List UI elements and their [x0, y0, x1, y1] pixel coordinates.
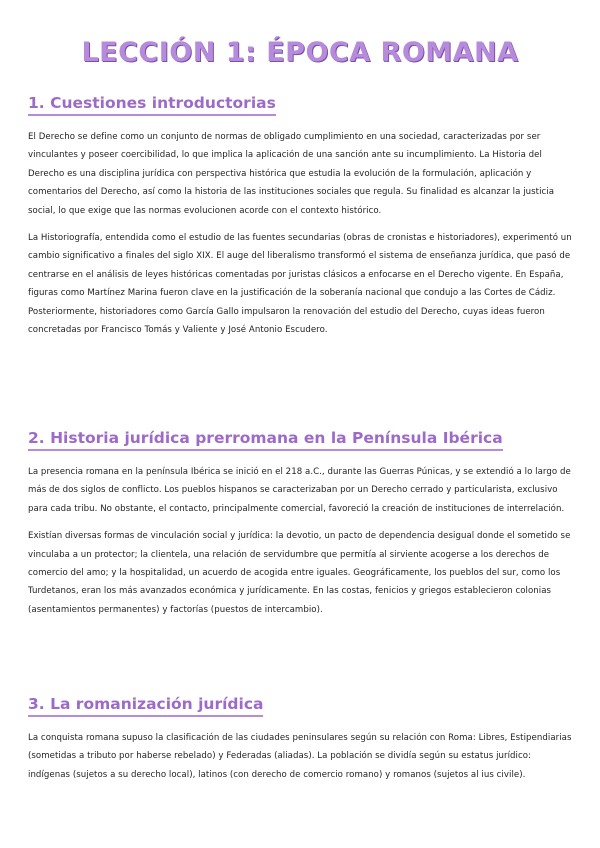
section-prerroman-legal-history — [28, 428, 572, 619]
section-heading: 1. Cuestiones introductorias — [28, 93, 276, 116]
paragraph: La Historiografía, entendida como el estudio de las fuentes secundarias (obras de cronistas e historiadores), experimentó un cambio significativo a finales del siglo XIX. El auge del liberalismo transformó el sistema de enseñanza jurídica, que pasó de centrarse en el análisis de leyes históricas comentadas por juristas clásicos a enfocarse en el Derecho vigente. En España, figuras como Martínez Marina fueron clave en la justificación de la soberanía nacional que condujo a las Cortes de Cádiz. Posteriormente, historiadores como García Gallo impulsaron la renovación del estudio del Derecho, cuyas ideas fueron concretadas por Francisco Tomás y Valiente y José Antonio Escudero. — [28, 233, 572, 336]
section-legal-romanization — [28, 694, 572, 784]
paragraph: Existían diversas formas de vinculación social y jurídica: la devotio, un pacto de dependencia desigual donde el sometido se vinculaba a un protector; la clientela, una relación de servidumbre que permitía al sirviente acogerse a los derechos de comercio del amo; y la hospitalidad, un acuerdo de acogida entre iguales. Geográficamente, los pueblos del sur, como los Turdetanos, eran los más avanzados económica y jurídicamente. En las costas, fenicios y griegos establecieron colonias (asentamientos permanentes) y factorías (puestos de intercambio). — [28, 531, 571, 615]
section-heading: 2. Historia jurídica prerromana en la Península Ibérica — [28, 428, 503, 451]
section-heading: 3. La romanización jurídica — [28, 694, 263, 717]
paragraph: La conquista romana supuso la clasificación de las ciudades peninsulares según su relación con Roma: Libres, Estipendiarias (sometidas a tributo por haberse rebelado) y Federadas (aliadas). La población se dividía según su estatus jurídico: indígenas (sujetos a su derecho local), latinos (con derecho de comercio romano) y romanos (sujetos al ius civile). — [28, 733, 572, 780]
paragraph: La presencia romana en la península Ibérica se inició en el 218 a.C., durante las Guerras Púnicas, y se extendió a lo largo de más de dos siglos de conflicto. Los pueblos hispanos se caracterizaban por un Derecho cerrado y particularista, exclusivo para cada tribu. No obstante, el contacto, principalmente comercial, favoreció la creación de instituciones de interrelación. — [28, 467, 571, 514]
section-introductory-questions — [28, 93, 572, 339]
paragraph: El Derecho se define como un conjunto de normas de obligado cumplimiento en una sociedad, caracterizadas por ser vinculantes y poseer coercibilidad, lo que implica la aplicación de una sanción ante su incumplimiento. La Historia del Derecho es una disciplina jurídica con perspectiva histórica que estudia la evolución de la formulación, aplicación y comentarios del Derecho, así como la historia de las instituciones sociales que regula. Su finalidad es alcanzar la justicia social, lo que exige que las normas evolucionen acorde con el contexto histórico. — [28, 132, 555, 216]
page-title: LECCIÓN 1: ÉPOCA ROMANA — [81, 37, 519, 68]
